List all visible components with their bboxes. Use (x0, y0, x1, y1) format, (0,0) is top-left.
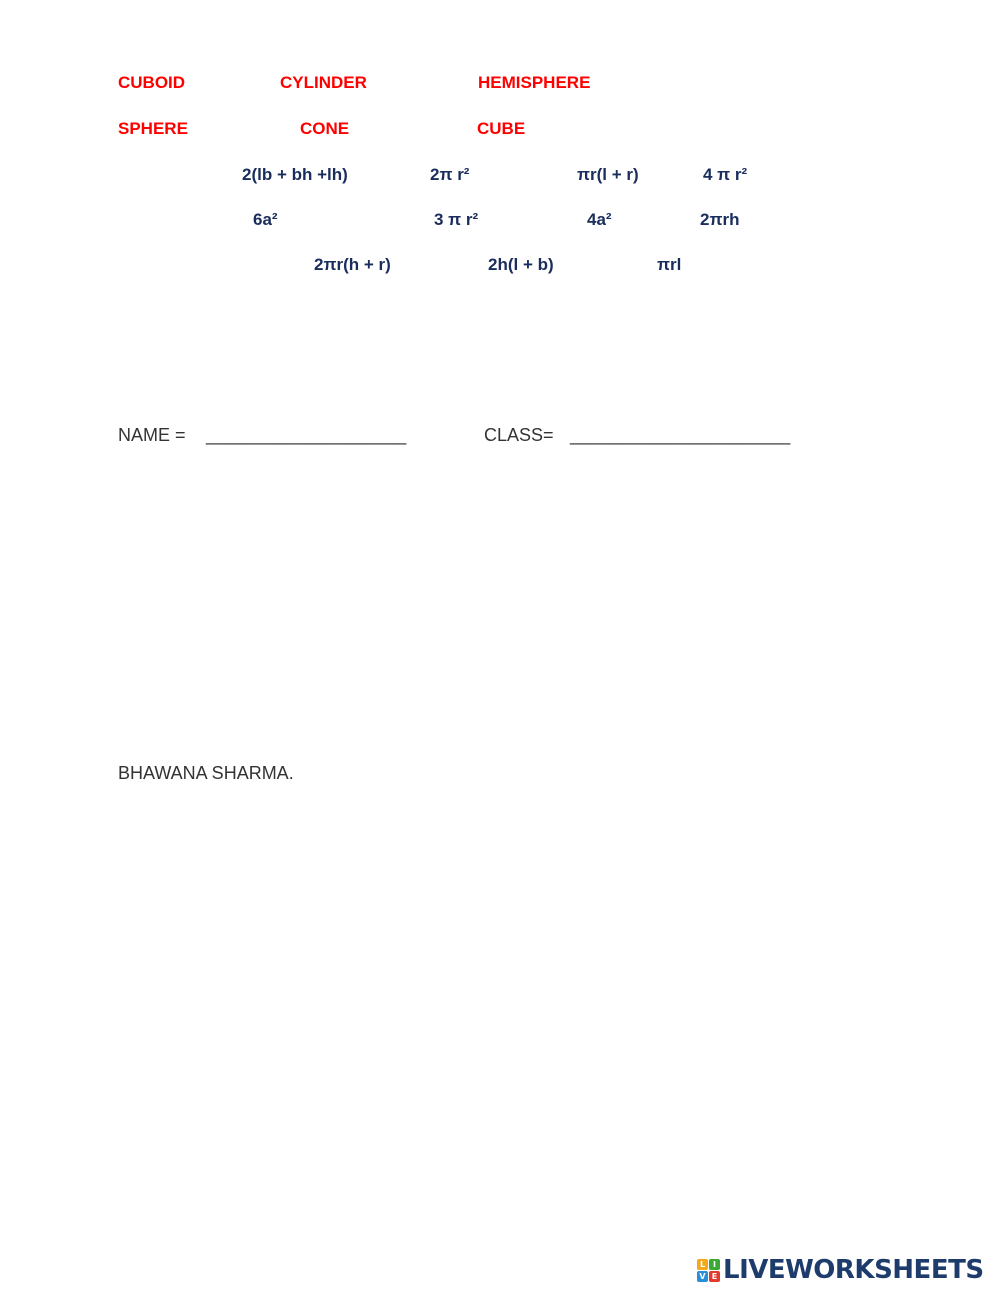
formula-cuboid-tsa: 2(lb + bh +lh) (242, 165, 348, 184)
author-name: BHAWANA SHARMA. (118, 763, 294, 783)
shape-label-cube: CUBE (477, 119, 526, 138)
formula-sphere-sa: 4 π r² (703, 165, 748, 184)
formula-cone-csa: πrl (657, 255, 682, 274)
logo-mark-tile: L (697, 1259, 708, 1270)
name-label: NAME = (118, 425, 186, 445)
logo-mark-tile: I (709, 1259, 720, 1270)
formula-cylinder-tsa: 2πr(h + r) (314, 255, 391, 274)
shape-label-cylinder: CYLINDER (280, 73, 367, 92)
shape-label-sphere: SPHERE (118, 119, 188, 138)
class-blank-line[interactable]: ______________________ (570, 425, 791, 445)
formula-hemisphere-tsa: 3 π r² (434, 210, 479, 229)
formula-cube-tsa: 6a² (253, 210, 278, 229)
formula-cuboid-lsa: 2h(l + b) (488, 255, 554, 274)
shape-label-hemisphere: HEMISPHERE (478, 73, 591, 92)
name-blank-line[interactable]: ____________________ (206, 425, 407, 445)
class-label: CLASS= (484, 425, 554, 445)
liveworksheets-logo-text: LIVEWORKSHEETS (723, 1255, 984, 1285)
formula-cube-lsa: 4a² (587, 210, 612, 229)
formula-circle-2pir2: 2π r² (430, 165, 470, 184)
logo-mark-tile: E (709, 1271, 720, 1282)
liveworksheets-logo-icon (697, 1259, 720, 1282)
formula-cone-tsa: πr(l + r) (577, 165, 639, 184)
shape-label-cone: CONE (300, 119, 350, 138)
formula-cylinder-csa: 2πrh (700, 210, 740, 229)
liveworksheets-logo (697, 1252, 984, 1288)
shape-label-cuboid: CUBOID (118, 73, 186, 92)
logo-mark-tile: V (697, 1271, 708, 1282)
